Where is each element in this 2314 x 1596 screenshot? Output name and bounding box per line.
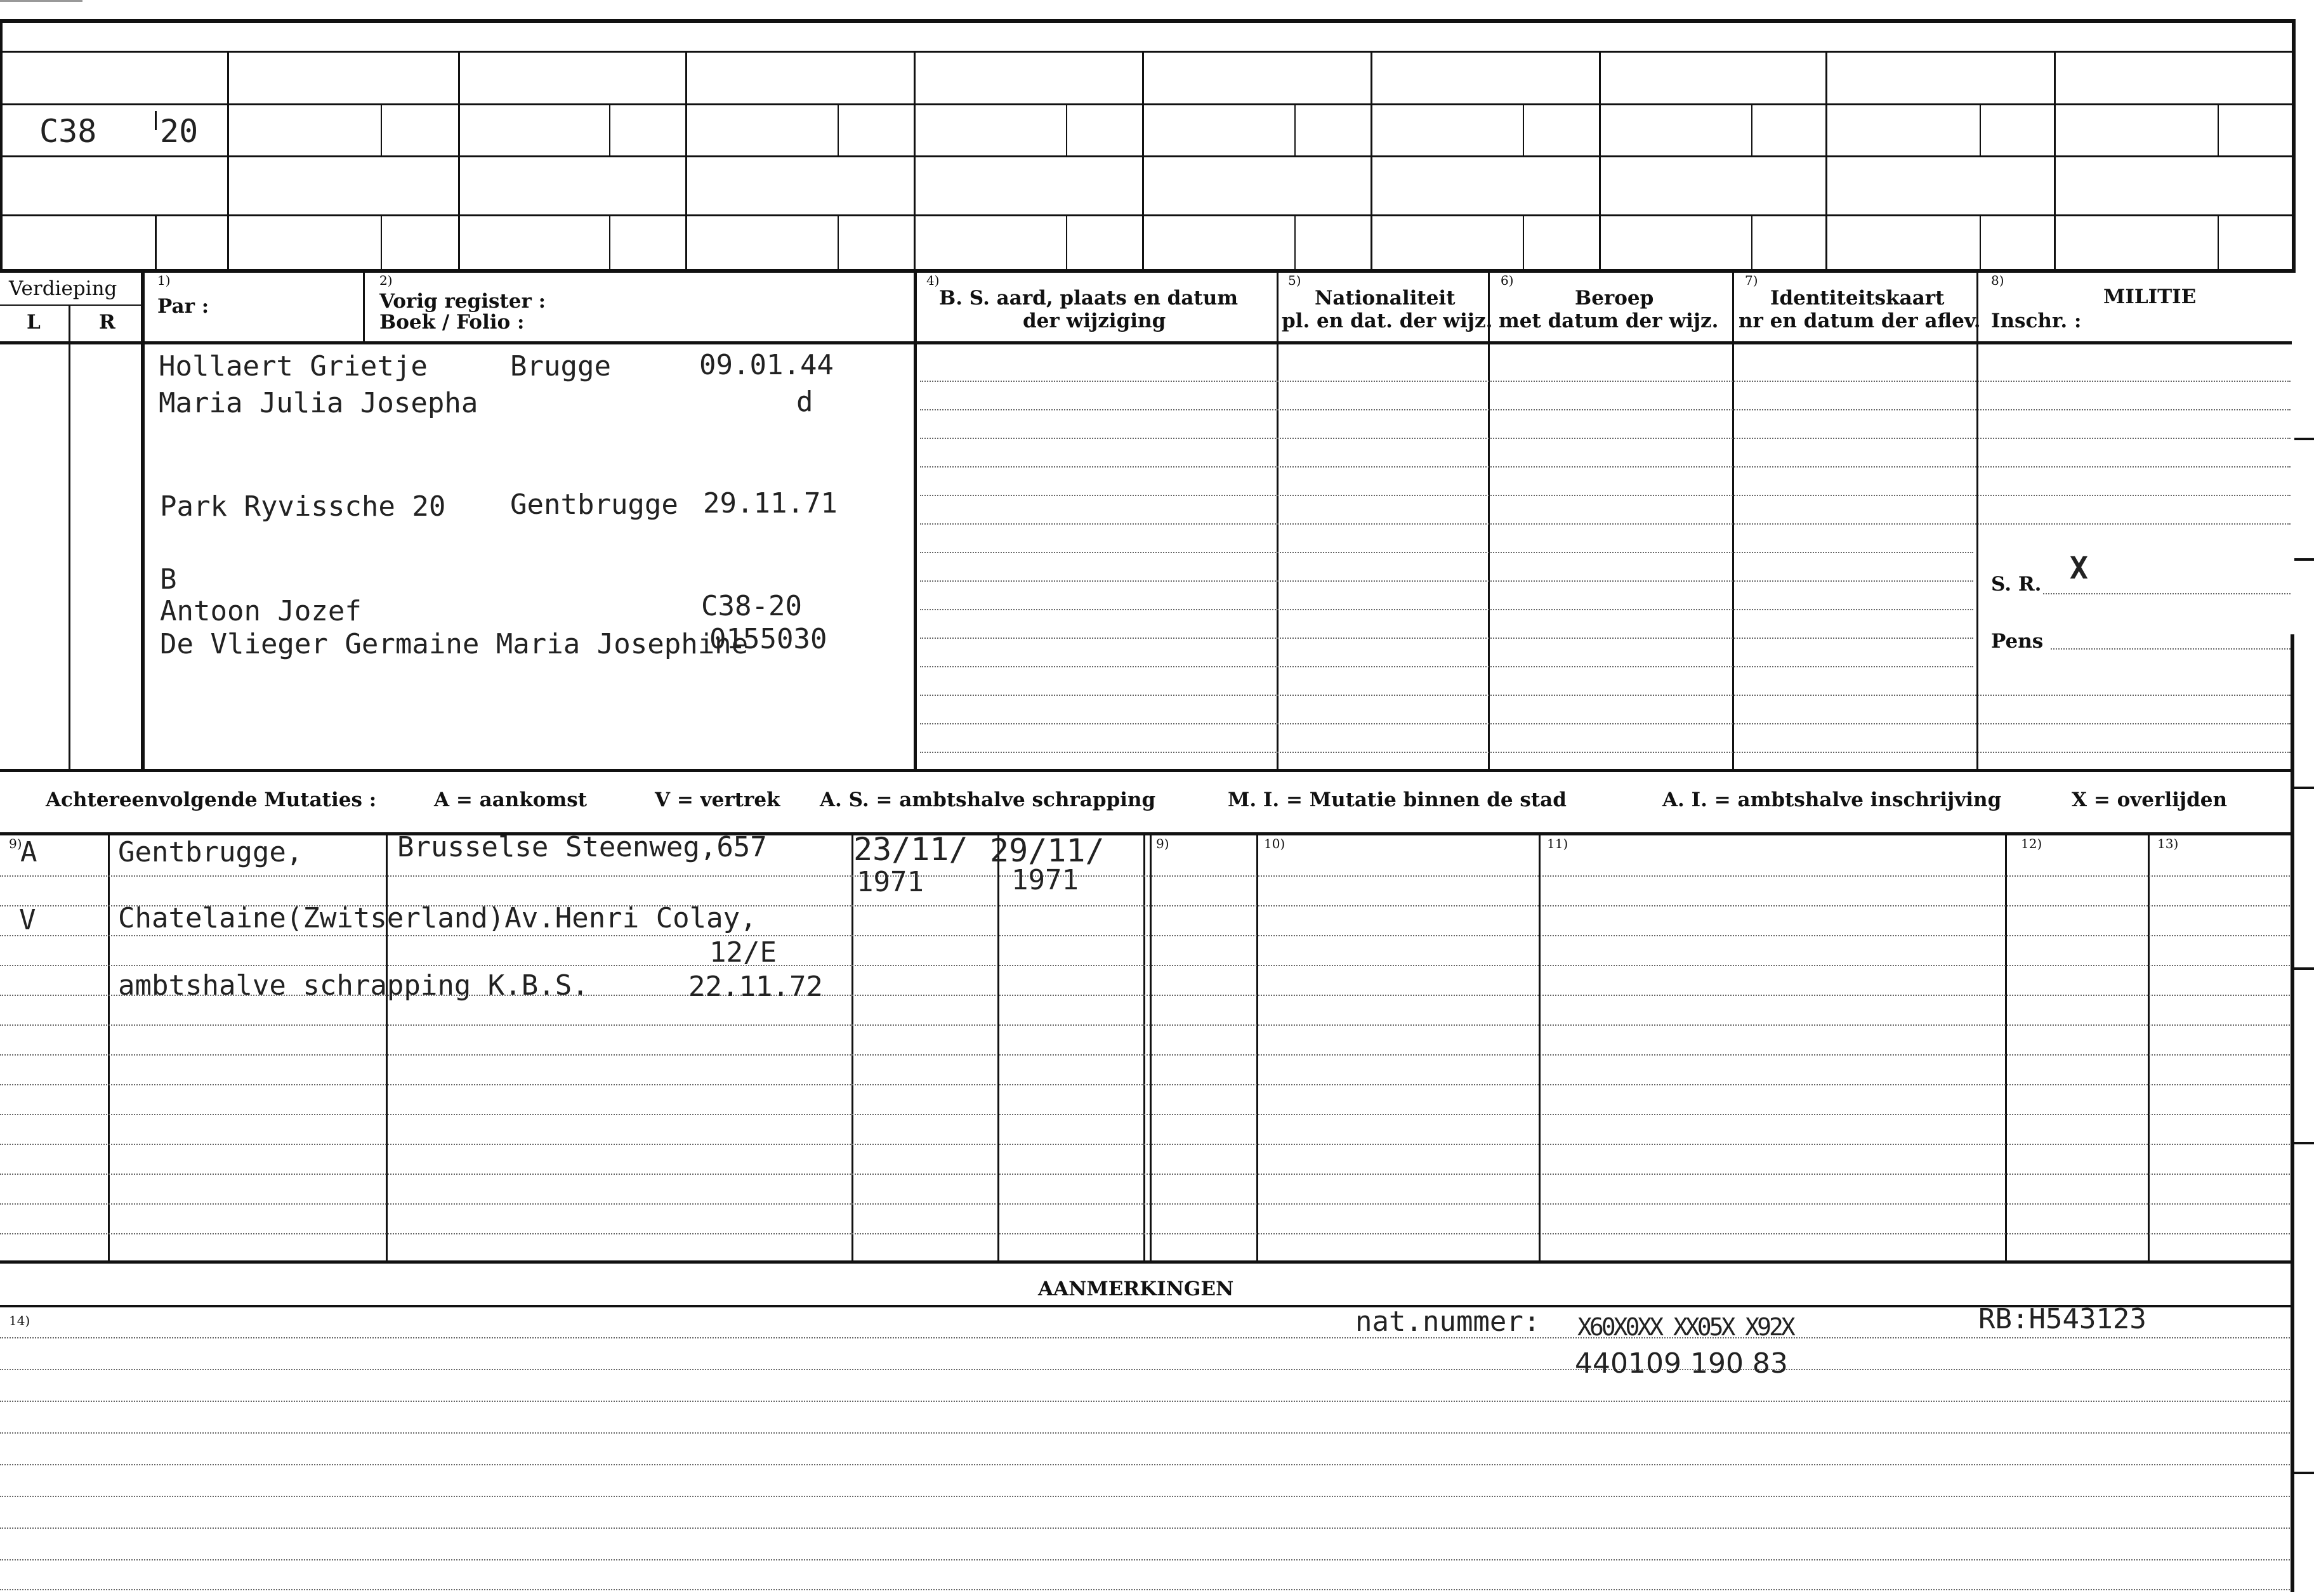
father-name: Antoon Jozef [160, 595, 362, 627]
sr-value: X [2070, 551, 2088, 586]
mother-name: De Vlieger Germaine Maria Josephine [160, 628, 749, 660]
birth-place: Brugge [510, 350, 611, 383]
code-b: B [160, 563, 177, 596]
footnote-4: 4) [926, 273, 940, 288]
mutation-ambtshalve-schrapping: ambtshalve schrapping K.B.S. [118, 969, 589, 1002]
footnote-8: 8) [1991, 273, 2004, 288]
vorig-register-label: Vorig register : [379, 290, 546, 313]
birth-date: 09.01.44 [699, 349, 834, 381]
given-names: Maria Julia Josepha [159, 387, 478, 419]
nat-nummer-value: 440109 190 83 [1575, 1347, 1788, 1380]
reference-2: 0155030 [709, 623, 827, 655]
pens-label: Pens [1991, 630, 2044, 653]
footnote-5: 5) [1288, 273, 1301, 288]
footnote-6: 6) [1501, 273, 1514, 288]
mutation-date2-line2: 1971 [1011, 864, 1079, 896]
address: Park Ryvissche 20 [160, 490, 446, 523]
card-code: C38 [39, 113, 97, 150]
footnote-13: 13) [2157, 836, 2179, 851]
footnote-9b: 9) [1156, 836, 1169, 851]
sex: d [796, 386, 813, 418]
nationaliteit-header-line1: Nationaliteit [1315, 287, 1456, 310]
footnote-7: 7) [1745, 273, 1758, 288]
mutation-place: Gentbrugge, [118, 836, 303, 868]
identiteitskaart-header-line2: nr en datum der aflev. [1739, 310, 1981, 332]
mutation-schrapping-date: 22.11.72 [688, 971, 823, 1003]
person-name: Hollaert Grietje [159, 350, 428, 383]
mutation-code-a: A [20, 836, 37, 868]
footnote-2: 2) [379, 273, 393, 288]
nat-nummer-label: nat.nummer: [1355, 1305, 1541, 1338]
sr-label: S. R. [1991, 573, 2042, 596]
card-number: 20 [160, 113, 199, 150]
mutaties-legend-title: Achtereenvolgende Mutaties : [46, 788, 377, 811]
verdieping-label: Verdieping [9, 277, 117, 300]
mutation-date2-line1: 29/11/ [990, 832, 1105, 869]
column-l-label: L [27, 311, 41, 334]
nationaliteit-header-line2: pl. en dat. der wijz. [1282, 310, 1493, 332]
identiteitskaart-header-line1: Identiteitskaart [1770, 287, 1945, 310]
footnote-11: 11) [1547, 836, 1568, 851]
address-date: 29.11.71 [703, 487, 838, 520]
legend-overlijden: X = overlijden [2072, 788, 2228, 811]
address-place: Gentbrugge [510, 488, 678, 521]
footnote-10: 10) [1264, 836, 1285, 851]
reference: C38-20 [701, 590, 802, 622]
beroep-header-line1: Beroep [1575, 287, 1654, 310]
legend-mutatie-stad: M. I. = Mutatie binnen de stad [1228, 788, 1567, 811]
mutation-destination-nr: 12/E [709, 936, 777, 969]
footnote-1: 1) [157, 273, 171, 288]
beroep-header-line2: met datum der wijz. [1499, 310, 1719, 332]
mutation-code-v: V [19, 904, 36, 936]
mutation-date1-line1: 23/11/ [853, 831, 968, 868]
bs-header-line1: B. S. aard, plaats en datum [939, 287, 1239, 310]
bs-header-line2: der wijziging [1023, 310, 1166, 332]
legend-aankomst: A = aankomst [434, 788, 588, 811]
column-r-label: R [99, 311, 115, 334]
aanmerkingen-title: AANMERKINGEN [1038, 1278, 1234, 1300]
footnote-14: 14) [9, 1313, 30, 1328]
mutation-street: Brusselse Steenweg,657 [397, 831, 767, 863]
boek-folio-label: Boek / Folio : [379, 311, 525, 334]
rb-number: RB:H543123 [1978, 1303, 2146, 1335]
militie-header: MILITIE [2103, 285, 2197, 308]
legend-ambtshalve-schrapping: A. S. = ambtshalve schrapping [820, 788, 1156, 811]
inschr-label: Inschr. : [1991, 310, 2082, 332]
mutation-date1-line2: 1971 [857, 866, 924, 898]
mutation-destination: Chatelaine(Zwitserland)Av.Henri Colay, [118, 902, 757, 934]
footnote-9: 9) [9, 836, 22, 851]
par-label: Par : [157, 295, 209, 318]
legend-vertrek: V = vertrek [655, 788, 780, 811]
legend-ambtshalve-inschrijving: A. I. = ambtshalve inschrijving [1662, 788, 2002, 811]
footnote-12: 12) [2021, 836, 2042, 851]
nat-nummer-struck: X60X0XX XX05X X92X [1577, 1313, 1793, 1341]
